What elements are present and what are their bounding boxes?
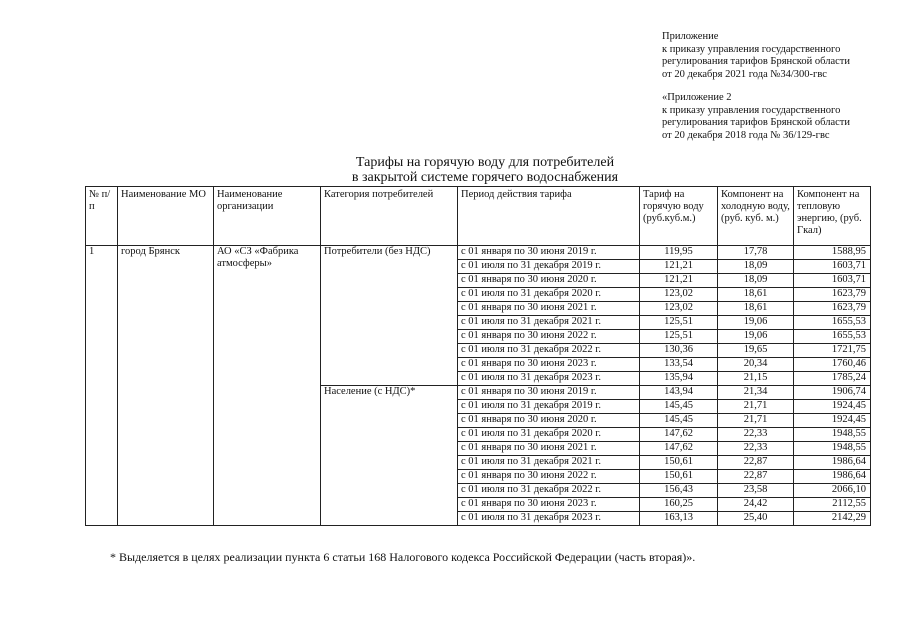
row-tariff: 145,45 xyxy=(640,400,718,414)
row-period: с 01 января по 30 июня 2020 г. xyxy=(458,274,640,288)
row-tariff: 150,61 xyxy=(640,470,718,484)
row-cold: 25,40 xyxy=(718,512,794,526)
row-period: с 01 июля по 31 декабря 2020 г. xyxy=(458,288,640,302)
appendix-header-line: регулирования тарифов Брянской области xyxy=(662,56,850,67)
row-cold: 22,33 xyxy=(718,428,794,442)
row-heat: 1986,64 xyxy=(794,470,871,484)
row-cold: 18,61 xyxy=(718,288,794,302)
row-tariff: 150,61 xyxy=(640,456,718,470)
table-body xyxy=(86,246,871,526)
row-cold: 24,42 xyxy=(718,498,794,512)
tariff-table xyxy=(85,186,871,526)
appendix-header-line: «Приложение 2 xyxy=(662,92,732,103)
appendix-header-line: регулирования тарифов Брянской области xyxy=(662,117,850,128)
row-period: с 01 июля по 31 декабря 2019 г. xyxy=(458,260,640,274)
row-tariff: 135,94 xyxy=(640,372,718,386)
row-heat: 1588,95 xyxy=(794,246,871,260)
row-tariff: 125,51 xyxy=(640,316,718,330)
row-tariff: 130,36 xyxy=(640,344,718,358)
row-tariff: 147,62 xyxy=(640,442,718,456)
row-period: с 01 июля по 31 декабря 2020 г. xyxy=(458,428,640,442)
table-row xyxy=(86,246,871,260)
header-period: Период действия тарифа xyxy=(458,187,640,246)
row-period: с 01 января по 30 июня 2022 г. xyxy=(458,330,640,344)
row-period: с 01 января по 30 июня 2021 г. xyxy=(458,302,640,316)
footnote: * Выделяется в целях реализации пункта 6 статьи 168 Налогового кодекса Российской Федерации (часть вторая)». xyxy=(110,550,696,564)
row-period: с 01 января по 30 июня 2023 г. xyxy=(458,498,640,512)
row-period: с 01 июля по 31 декабря 2023 г. xyxy=(458,372,640,386)
row-tariff: 123,02 xyxy=(640,302,718,316)
row-cold: 18,61 xyxy=(718,302,794,316)
row-heat: 1948,55 xyxy=(794,428,871,442)
row-tariff: 145,45 xyxy=(640,414,718,428)
header-heat: Компонент на тепловую энергию, (руб. Гкал) xyxy=(794,187,871,246)
row-period: с 01 января по 30 июня 2019 г. xyxy=(458,246,640,260)
row-heat: 1623,79 xyxy=(794,288,871,302)
row-heat: 1948,55 xyxy=(794,442,871,456)
row-heat: 1655,53 xyxy=(794,330,871,344)
row-tariff: 119,95 xyxy=(640,246,718,260)
row-tariff: 147,62 xyxy=(640,428,718,442)
row-heat: 2142,29 xyxy=(794,512,871,526)
row-category: Потребители (без НДС) xyxy=(321,246,458,386)
row-period: с 01 июля по 31 декабря 2019 г. xyxy=(458,400,640,414)
row-cold: 18,09 xyxy=(718,260,794,274)
row-category: Население (с НДС)* xyxy=(321,386,458,526)
header-tariff: Тариф на горячую воду (руб.куб.м.) xyxy=(640,187,718,246)
appendix-header-line: от 20 декабря 2021 года №34/300-гвс xyxy=(662,68,827,80)
row-heat: 1655,53 xyxy=(794,316,871,330)
row-mo: город Брянск xyxy=(118,246,214,526)
row-cold: 19,65 xyxy=(718,344,794,358)
row-heat: 2066,10 xyxy=(794,484,871,498)
row-cold: 21,34 xyxy=(718,386,794,400)
row-heat: 1623,79 xyxy=(794,302,871,316)
appendix-header xyxy=(662,31,850,81)
row-period: с 01 июля по 31 декабря 2023 г. xyxy=(458,512,640,526)
row-tariff: 156,43 xyxy=(640,484,718,498)
table-header-row xyxy=(86,187,871,246)
row-tariff: 121,21 xyxy=(640,274,718,288)
row-cold: 22,33 xyxy=(718,442,794,456)
row-period: с 01 января по 30 июня 2021 г. xyxy=(458,442,640,456)
row-period: с 01 июля по 31 декабря 2022 г. xyxy=(458,344,640,358)
appendix-header-line: к приказу управления государственного xyxy=(662,104,841,116)
row-heat: 1924,45 xyxy=(794,400,871,414)
row-heat: 1760,46 xyxy=(794,358,871,372)
row-cold: 22,87 xyxy=(718,470,794,484)
appendix-header-line: от 20 декабря 2018 года № 36/129-гвс xyxy=(662,129,830,141)
row-tariff: 125,51 xyxy=(640,330,718,344)
header-org: Наименование организации xyxy=(214,187,321,246)
header-num: № п/п xyxy=(86,187,118,246)
row-heat: 1924,45 xyxy=(794,414,871,428)
row-tariff: 143,94 xyxy=(640,386,718,400)
row-org: АО «СЗ «Фабрика атмосферы» xyxy=(214,246,321,526)
header-category: Категория потребителей xyxy=(321,187,458,246)
title-line: Тарифы на горячую воду для потребителей xyxy=(355,155,615,170)
row-tariff: 121,21 xyxy=(640,260,718,274)
title-line: в закрытой системе горячего водоснабжения xyxy=(351,170,619,185)
appendix-header-line: к приказу управления государственного xyxy=(662,43,841,55)
appendix-header-line: Приложение xyxy=(662,31,719,42)
row-period: с 01 июля по 31 декабря 2022 г. xyxy=(458,484,640,498)
document-title xyxy=(300,155,670,185)
appendix-2-header xyxy=(662,92,850,142)
row-num: 1 xyxy=(86,246,118,526)
row-cold: 17,78 xyxy=(718,246,794,260)
row-period: с 01 января по 30 июня 2020 г. xyxy=(458,414,640,428)
row-period: с 01 января по 30 июня 2023 г. xyxy=(458,358,640,372)
row-cold: 21,15 xyxy=(718,372,794,386)
row-cold: 19,06 xyxy=(718,316,794,330)
row-heat: 1603,71 xyxy=(794,274,871,288)
row-tariff: 163,13 xyxy=(640,512,718,526)
row-tariff: 133,54 xyxy=(640,358,718,372)
row-cold: 22,87 xyxy=(718,456,794,470)
row-tariff: 160,25 xyxy=(640,498,718,512)
row-period: с 01 июля по 31 декабря 2021 г. xyxy=(458,316,640,330)
row-cold: 18,09 xyxy=(718,274,794,288)
header-mo: Наименование МО xyxy=(118,187,214,246)
row-tariff: 123,02 xyxy=(640,288,718,302)
header-cold: Компонент на холодную воду, (руб. куб. м.) xyxy=(718,187,794,246)
row-cold: 20,34 xyxy=(718,358,794,372)
row-period: с 01 июля по 31 декабря 2021 г. xyxy=(458,456,640,470)
row-cold: 21,71 xyxy=(718,400,794,414)
row-heat: 2112,55 xyxy=(794,498,871,512)
row-heat: 1986,64 xyxy=(794,456,871,470)
row-heat: 1721,75 xyxy=(794,344,871,358)
row-period: с 01 января по 30 июня 2022 г. xyxy=(458,470,640,484)
row-period: с 01 января по 30 июня 2019 г. xyxy=(458,386,640,400)
row-cold: 19,06 xyxy=(718,330,794,344)
row-cold: 21,71 xyxy=(718,414,794,428)
row-heat: 1906,74 xyxy=(794,386,871,400)
row-cold: 23,58 xyxy=(718,484,794,498)
row-heat: 1785,24 xyxy=(794,372,871,386)
row-heat: 1603,71 xyxy=(794,260,871,274)
